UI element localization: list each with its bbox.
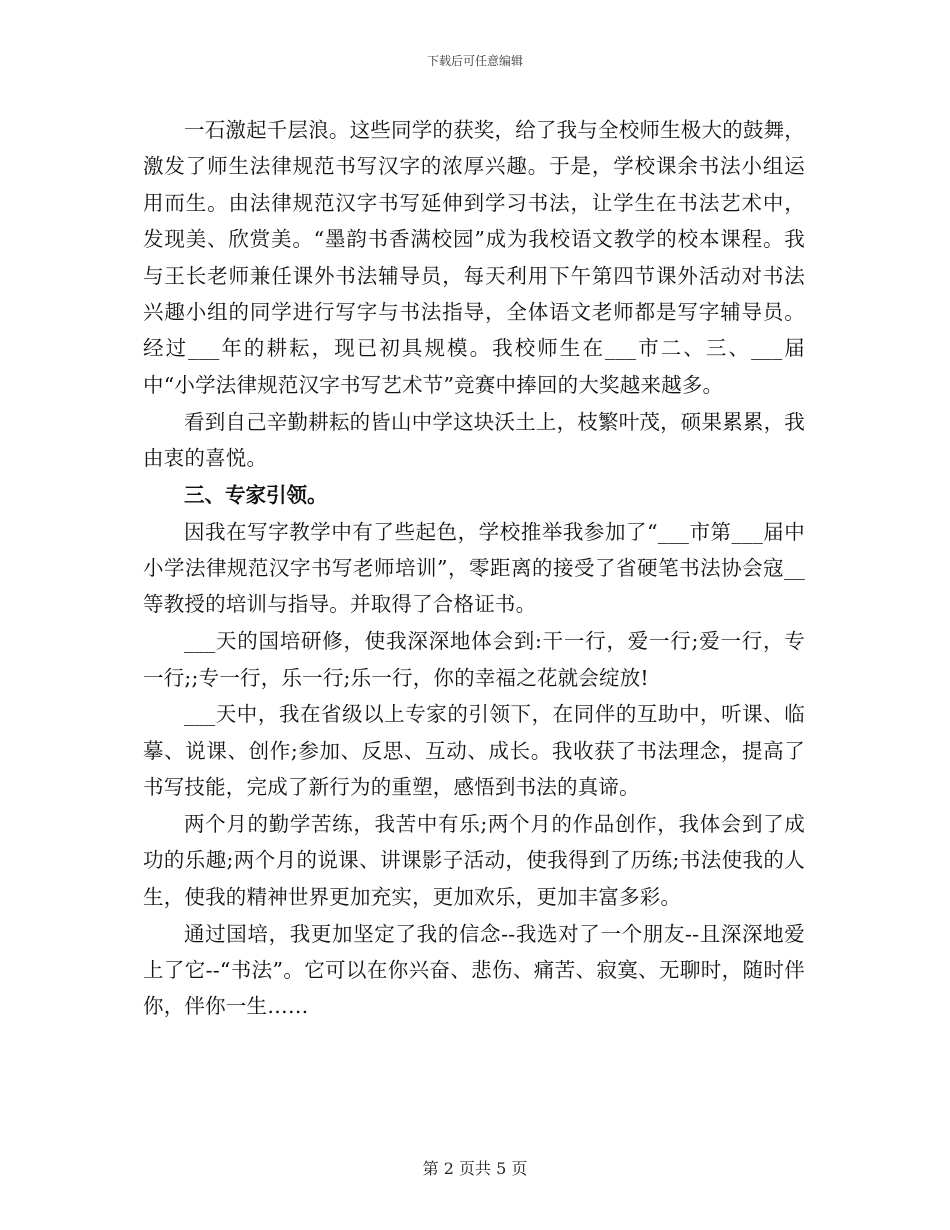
paragraph-two-months: 两个月的勤学苦练，我苦中有乐;两个月的作品创作，我体会到了成功的乐趣;两个月的说课、讲课影子活动，使我得到了历练;书法使我的人生，使我的精神世界更加充实，更加欢乐，更加丰富多彩。 xyxy=(143,812,805,909)
section-heading-expert-guidance: 三、专家引领。 xyxy=(184,482,328,507)
paragraph-national-training: ___天的国培研修，使我深深地体会到:干一行，爱一行;爱一行，专一行;;专一行，乐一行;乐一行，你的幸福之花就会绽放! xyxy=(143,629,805,690)
paragraph-expert-lead: ___天中，我在省级以上专家的引领下，在同伴的互助中，听课、临摹、说课、创作;参加、反思、互动、成长。我收获了书法理念，提高了书写技能，完成了新行为的重塑，感悟到书法的真谛。 xyxy=(143,702,805,800)
paragraph-award-impact: 一石激起千层浪。这些同学的获奖，给了我与全校师生极大的鼓舞，激发了师生法律规范书写汉字的浓厚兴趣。于是，学校课余书法小组运用而生。由法律规范汉字书写延伸到学习书法，让学生在书法艺术中，发现美、欣赏美。“墨韵书香满校园”成为我校语文教学的校本课程。我与王长老师兼任课外书法辅导员，每天利用下午第四节课外活动对书法兴趣小组的同学进行写字与书法指导，全体语文老师都是写字辅导员。经过___年的耕耘，现已初具规模。我校师生在___市二、三、___届中“小学法律规范汉字书写艺术节”竞赛中捧回的大奖越来越多。 xyxy=(143,118,805,397)
page-header: 下载后可任意编辑 xyxy=(426,54,523,68)
page-footer: 第 2 页共 5 页 xyxy=(422,1159,528,1178)
paragraph-school-joy: 看到自己辛勤耕耘的皆山中学这块沃土上，枝繁叶茂，硕果累累，我由衷的喜悦。 xyxy=(143,409,805,471)
paragraph-training: 因我在写字教学中有了些起色，学校推举我参加了“___市第___届中小学法律规范汉字书写老师培训”，零距离的接受了省硬笔书法协会寇__等教授的培训与指导。并取得了合格证书。 xyxy=(143,519,805,617)
paragraph-calligraphy-friend: 通过国培，我更加坚定了我的信念--我选对了一个朋友--且深深地爱上了它--“书法”。它可以在你兴奋、悲伤、痛苦、寂寞、无聊时，随时伴你，伴你一生…… xyxy=(143,921,805,1019)
document-body xyxy=(143,112,805,1025)
